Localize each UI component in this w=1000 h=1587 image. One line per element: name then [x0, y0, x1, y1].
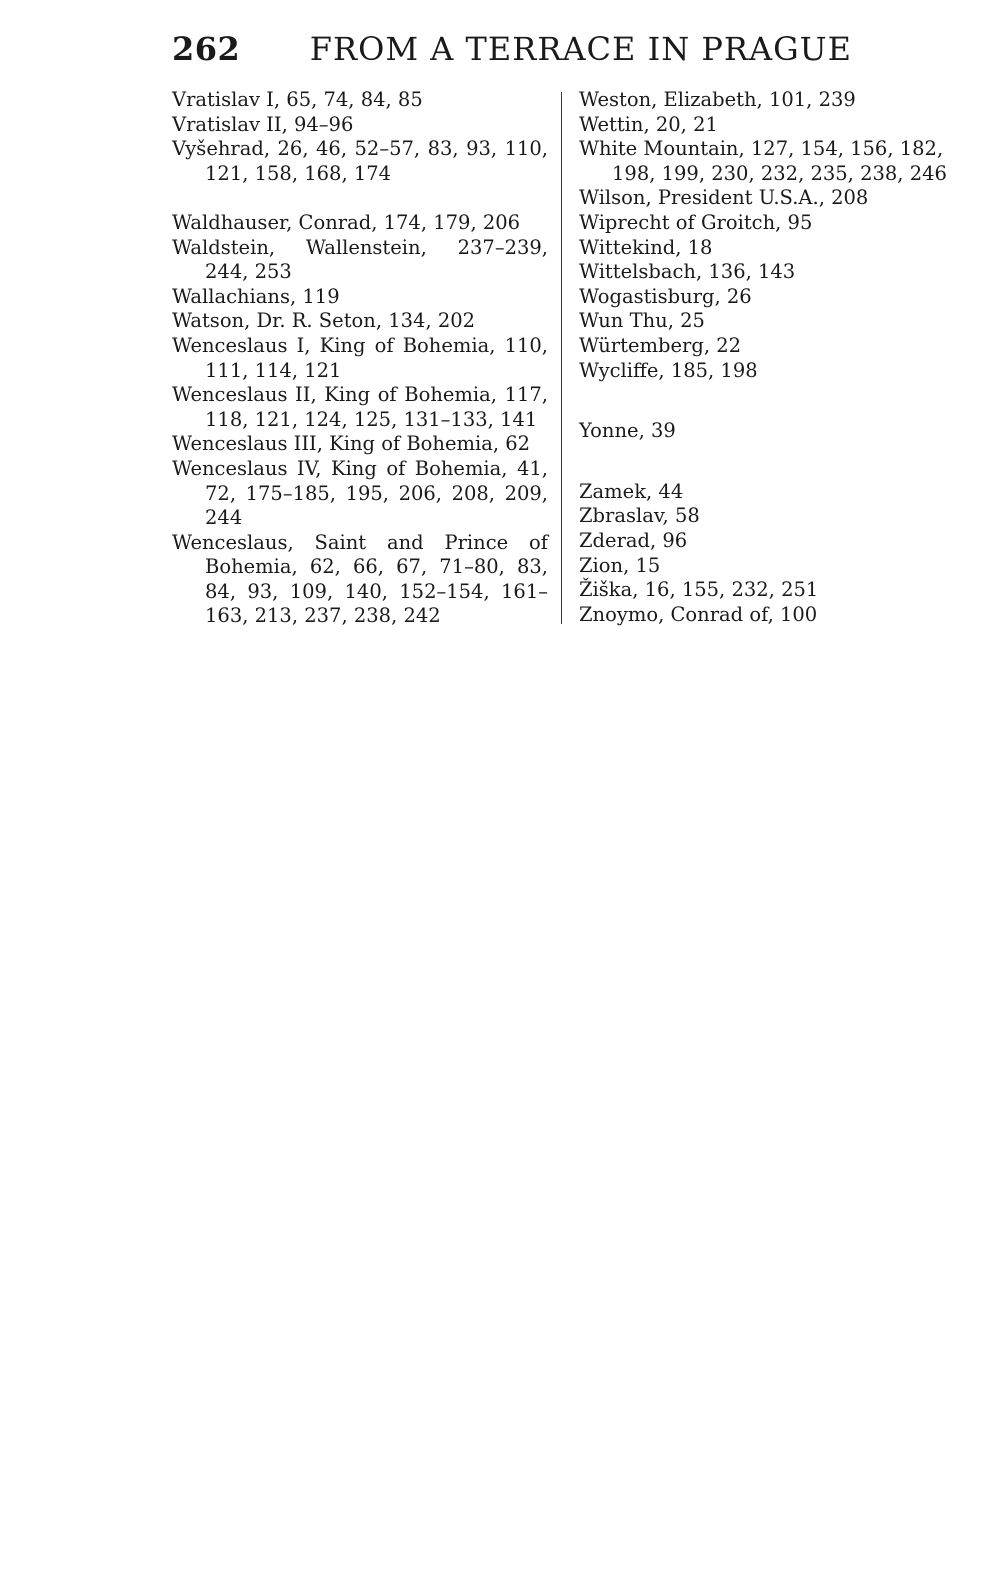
- index-column-right: [579, 88, 979, 627]
- index-entry: Vratislav II, 94–96: [172, 112, 354, 136]
- index-entry: Waldstein, Wallenstein, 237–239, 244, 253: [172, 235, 548, 284]
- index-entry: Wittekind, 18: [579, 235, 713, 259]
- index-entry: Zbraslav, 58: [579, 504, 700, 528]
- index-entry: Znoymo, Conrad of, 100: [579, 602, 818, 626]
- index-entry: Wittelsbach, 136, 143: [579, 260, 796, 284]
- index-entry: Wogastisburg, 26: [579, 284, 752, 308]
- index-entry: Wycliffe, 185, 198: [579, 358, 758, 382]
- running-title: FROM A TERRACE IN PRAGUE: [309, 30, 852, 68]
- index-column-left: [172, 88, 548, 629]
- page-number: 262: [172, 30, 241, 68]
- index-entry: Zamek, 44: [579, 479, 684, 503]
- index-entry: Yonne, 39: [579, 419, 676, 443]
- index-entry: Zderad, 96: [579, 528, 688, 552]
- index-entry: Würtemberg, 22: [579, 333, 742, 357]
- index-entry: Waldhauser, Conrad, 174, 179, 206: [172, 210, 521, 234]
- index-entry: Wenceslaus IV, King of Bohemia, 41, 72, 175–185, 195, 206, 208, 209, 244: [172, 456, 548, 530]
- index-entry: Watson, Dr. R. Seton, 134, 202: [172, 309, 476, 333]
- index-entry: Wenceslaus, Saint and Prince of Bohemia, 62, 66, 67, 71–80, 83, 84, 93, 109, 140, 152–154, 161–163, 213, 237, 238, 242: [172, 530, 548, 628]
- index-entry: Zion, 15: [579, 553, 661, 577]
- index-entry: Wun Thu, 25: [579, 309, 705, 333]
- column-divider: [561, 92, 562, 624]
- running-header: [172, 30, 852, 74]
- index-entry: Vyšehrad, 26, 46, 52–57, 83, 93, 110, 121, 158, 168, 174: [172, 137, 548, 185]
- index-entry: Žiška, 16, 155, 232, 251: [579, 578, 819, 602]
- index-entry: Wilson, President U.S.A., 208: [579, 186, 869, 210]
- index-entry: Wettin, 20, 21: [579, 112, 718, 136]
- index-entry: Wiprecht of Groitch, 95: [579, 210, 813, 234]
- index-entry: Weston, Elizabeth, 101, 239: [579, 88, 856, 111]
- index-entry: Wenceslaus I, King of Bohemia, 110, 111, 114, 121: [172, 333, 548, 382]
- index-entry: Wenceslaus II, King of Bohemia, 117, 118, 121, 124, 125, 131–133, 141: [172, 383, 548, 431]
- index-entry: Vratislav I, 65, 74, 84, 85: [172, 88, 423, 111]
- index-entry: White Mountain, 127, 154, 156, 182, 198, 199, 230, 232, 235, 238, 246: [579, 137, 947, 185]
- index-entry: Wenceslaus III, King of Bohemia, 62: [172, 432, 531, 456]
- index-entry: Wallachians, 119: [172, 284, 340, 308]
